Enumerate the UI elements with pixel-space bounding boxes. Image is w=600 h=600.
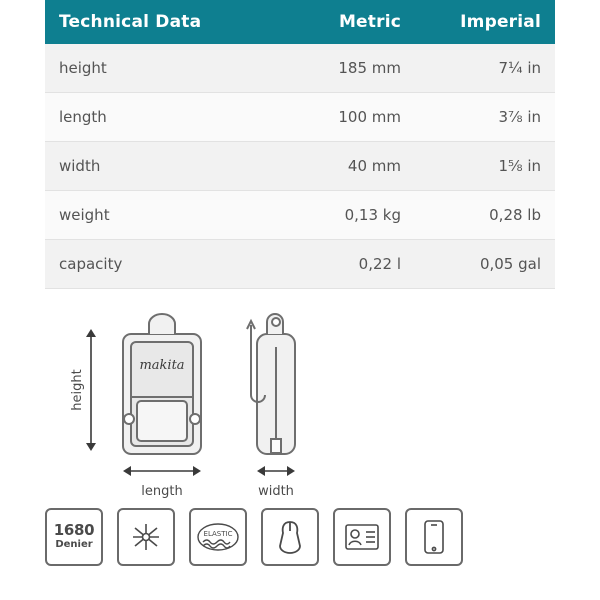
row-imperial: 7¼ in [415,44,555,93]
denier-value: 1680 [53,521,95,540]
row-metric: 100 mm [265,93,415,142]
row-label: height [45,44,265,93]
row-label: capacity [45,240,265,289]
feature-elastic-icon [189,508,247,566]
length-dimension-label: length [141,484,183,499]
pouch-side-view [257,314,295,454]
table-row [45,93,555,142]
table-row [45,44,555,93]
row-metric: 0,13 kg [265,191,415,240]
row-imperial: 1⅝ in [415,142,555,191]
column-header-metric: Metric [265,0,415,44]
width-dimension [257,466,295,476]
width-dimension-label: width [258,484,294,499]
table-body [45,44,555,289]
row-label: length [45,93,265,142]
pouch-front-view [123,314,201,454]
feature-carabiner-icon [261,508,319,566]
feature-icon-row [45,508,555,566]
length-dimension [123,466,201,476]
feature-card-holder-icon [333,508,391,566]
feature-tear-resistant-icon [117,508,175,566]
row-label: width [45,142,265,191]
row-imperial: 0,05 gal [415,240,555,289]
table-header-row [45,0,555,44]
carabiner-loop-icon [277,519,303,555]
table-header [45,0,555,44]
elastic-icon [196,522,240,552]
phone-pocket-icon [422,519,446,555]
table-row [45,142,555,191]
dimension-diagram [45,289,555,504]
feature-phone-pocket-icon [405,508,463,566]
technical-data-table [45,0,555,289]
height-dimension [86,329,96,451]
tear-resistant-icon [129,520,163,554]
row-metric: 0,22 l [265,240,415,289]
column-header-technical-data: Technical Data [45,0,265,44]
row-label: weight [45,191,265,240]
row-metric: 185 mm [265,44,415,93]
table-row [45,240,555,289]
row-metric: 40 mm [265,142,415,191]
row-imperial: 0,28 lb [415,191,555,240]
card-holder-icon [344,523,380,551]
column-header-imperial: Imperial [415,0,555,44]
elastic-label: ELASTIC [203,530,233,538]
table-row [45,191,555,240]
feature-denier-icon [45,508,103,566]
denier-unit: Denier [55,538,93,550]
height-dimension-label: height [70,369,85,411]
brand-wordmark: makita [139,358,185,373]
row-imperial: 3⅞ in [415,93,555,142]
